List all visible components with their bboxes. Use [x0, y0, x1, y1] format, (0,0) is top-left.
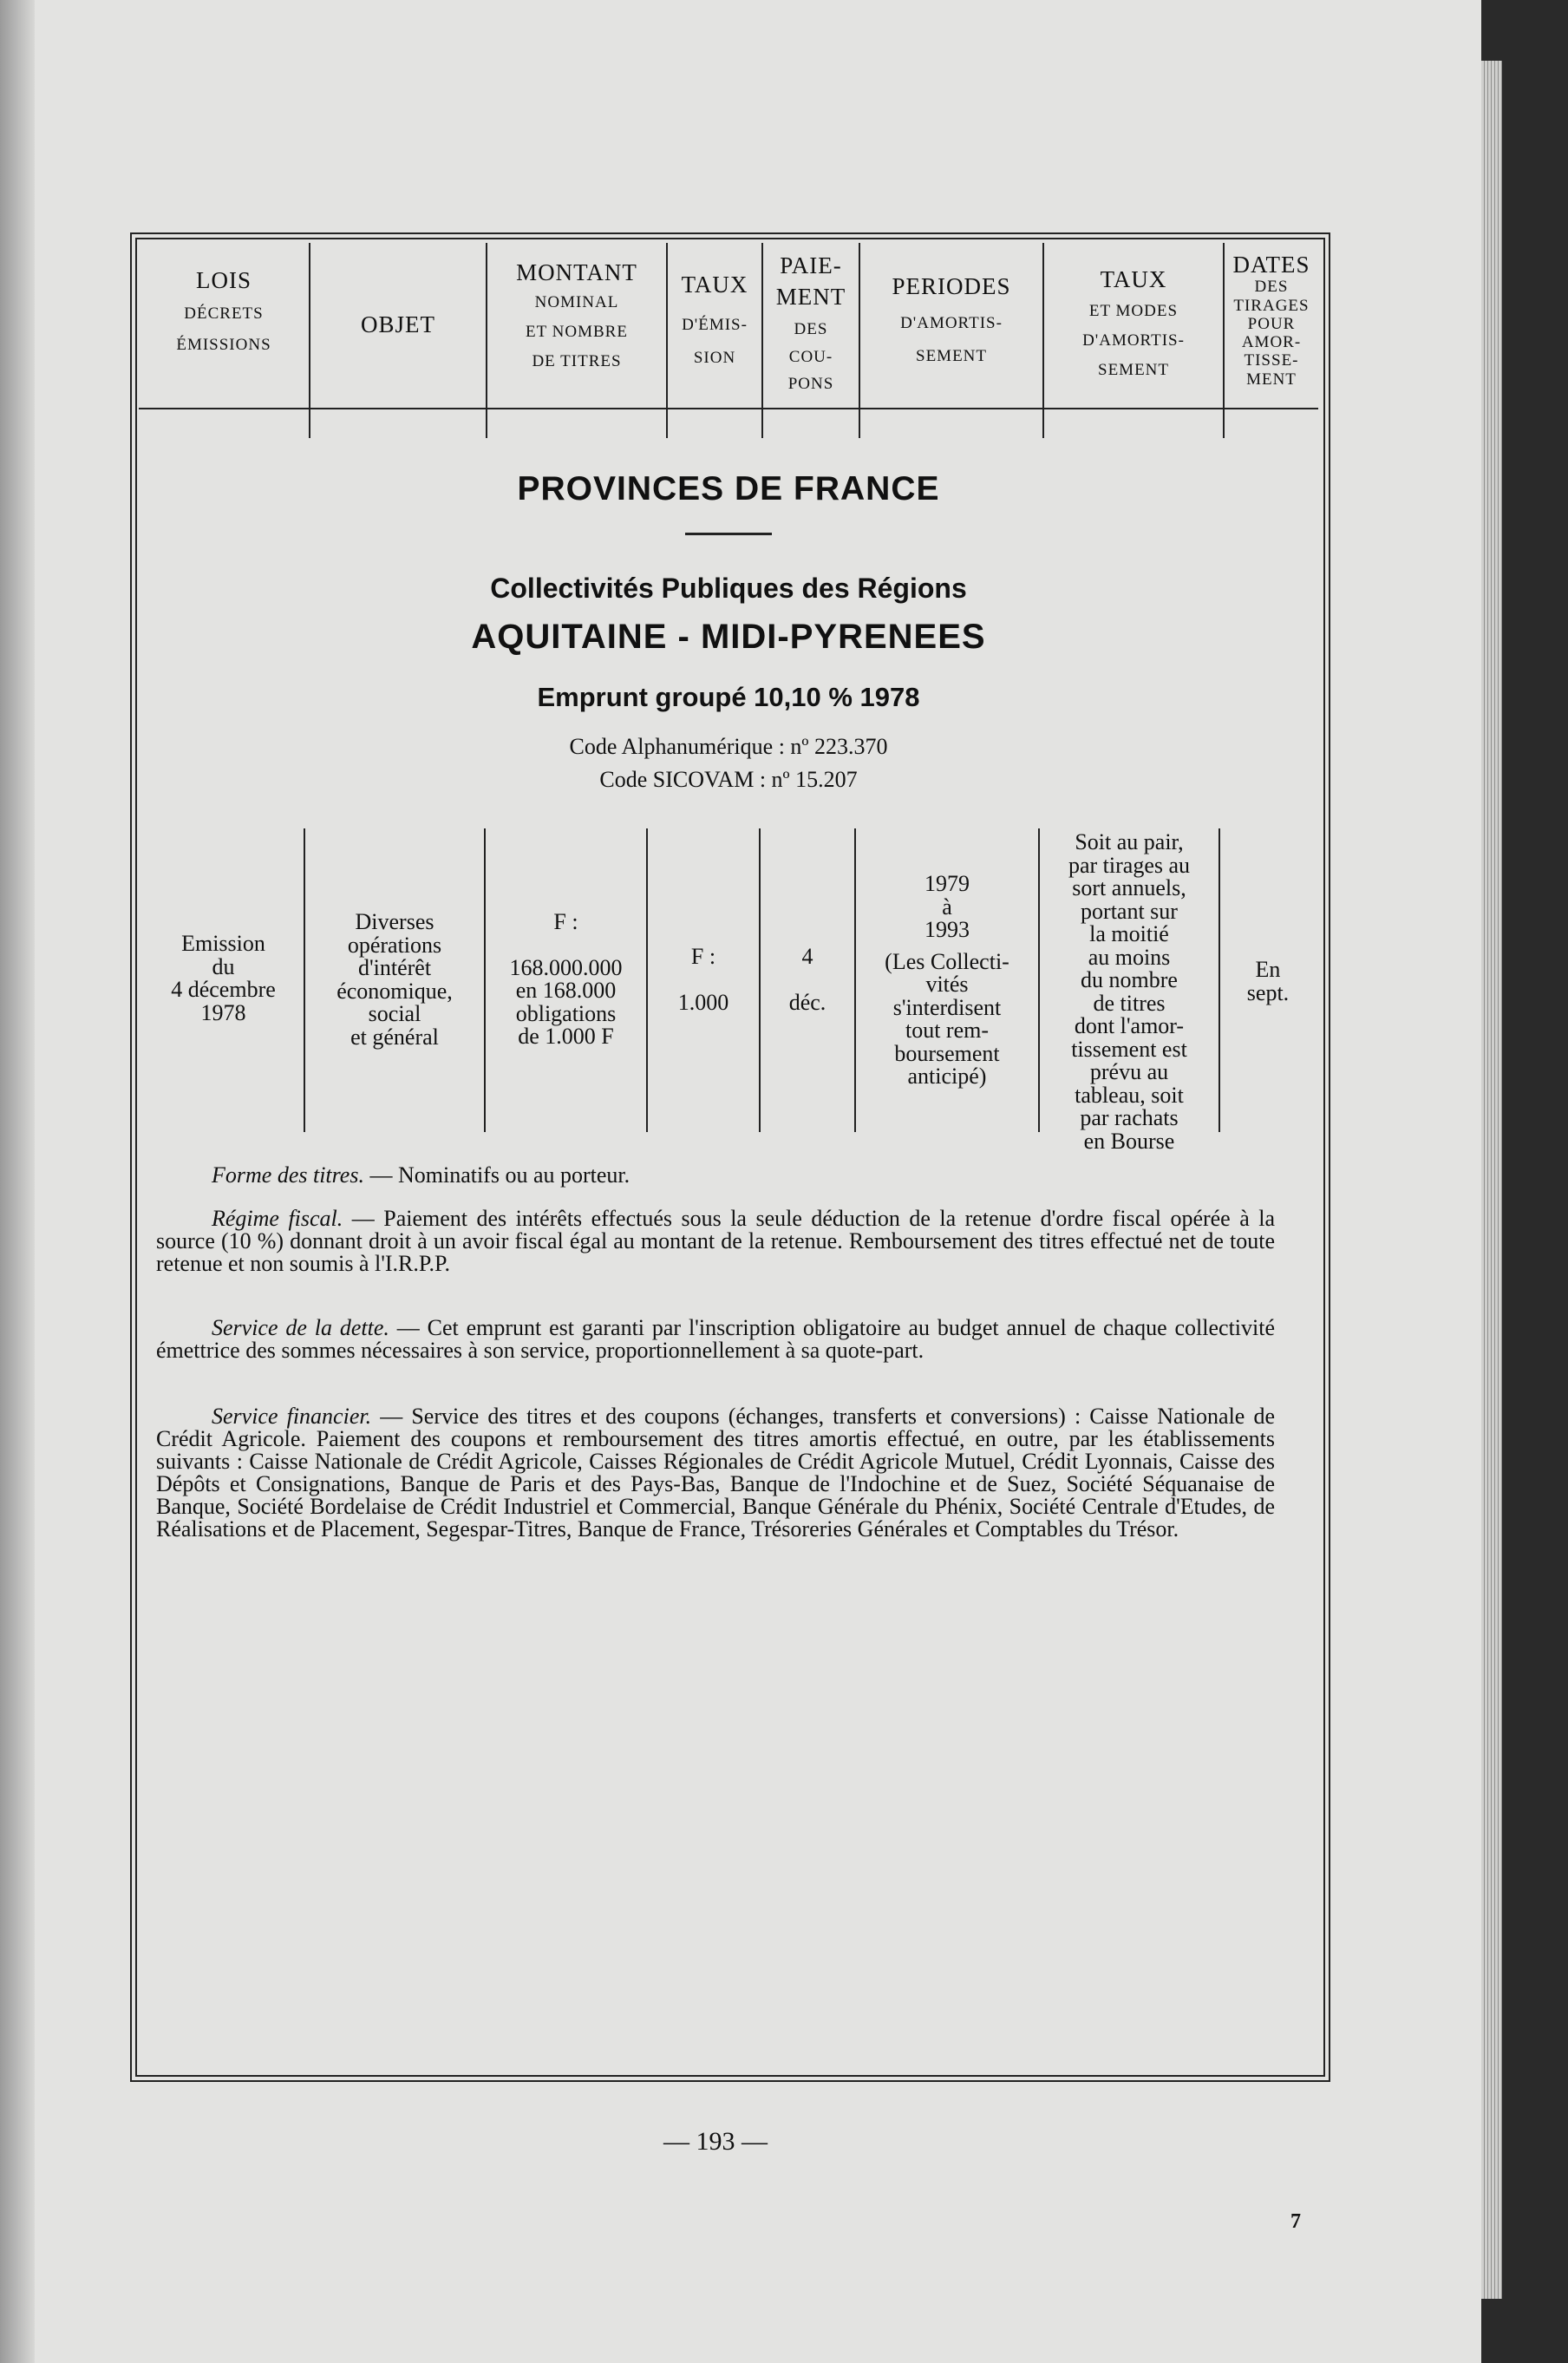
header-montant: MONTANT NOMINAL ET NOMBRE DE TITRES — [516, 259, 637, 370]
paragraph-forme-titres: Forme des titres. — Nominatifs ou au porteur. — [212, 1162, 630, 1188]
header-periodes: PERIODES D'AMORTIS- SEMENT — [892, 273, 1011, 366]
title-underline — [685, 533, 772, 535]
page-stack-edge — [1481, 61, 1502, 2299]
header-objet: OBJET — [361, 311, 435, 337]
title-collectivites: Collectivités Publiques des Régions — [490, 573, 967, 604]
signature-mark: 7 — [1290, 2210, 1301, 2233]
code-sicovam: Code SICOVAM : nº 15.207 — [599, 767, 858, 792]
page-number: — 193 — — [663, 2127, 768, 2156]
title-provinces: PROVINCES DE FRANCE — [517, 470, 940, 507]
cell-taux-emission: F : 1.000 — [677, 944, 729, 1015]
paragraph-service-financier: Service financier. — Service des titres et des coupons (échanges, transferts et conversions) : Caisse Nationale de Crédit Agricole. Paiement des coupons et remboursement des titres amortis effectué, en outre, par les établissements suivants : Caisse Nationale de Crédit Agricole, Caisses Régionales de Crédit Agricole Mutuel, Crédit Lyonnais, Caisse des Dépôts et Consignations, Banque de Paris et des Pays-Bas, Banque de l'Indochine et de Suez, Société Séquanaise de Banque, Société Bordelaise de Crédit Industriel et Commercial, Banque Générale du Phénix, Société Centrale d'Etudes, de Réalisations et de Placement, Segespar-Titres, Banque de France, Trésoreries Générales et Comptables du Trésor. — [156, 1404, 1275, 1542]
title-regions: AQUITAINE - MIDI-PYRENEES — [471, 618, 986, 656]
cell-montant: F : 168.000.000 en 168.000 obligations de 1.000 F — [509, 909, 623, 1050]
code-alphanumerique: Code Alphanumérique : nº 223.370 — [569, 734, 888, 759]
facing-page-edge — [0, 0, 35, 2363]
cell-lois: Emission du 4 décembre 1978 — [171, 931, 276, 1025]
cell-dates: En sept. — [1246, 957, 1290, 1005]
cell-taux-modes: Soit au pair, par tirages au sort annuels, portant sur la moitié au moins du nombre de titres dont l'amor- tissement est prévu au tableau, soit par rachats en Bourse — [1068, 829, 1191, 1154]
title-emprunt: Emprunt groupé 10,10 % 1978 — [537, 682, 920, 712]
cell-periodes: 1979 à 1993 (Les Collecti- vités s'interdisent tout rem- boursement anticipé) — [885, 871, 1009, 1090]
paragraph-regime-fiscal: Régime fiscal. — Paiement des intérêts effectués sous la seule déduction de la retenue d'ordre fiscal opérée à la source (10 %) donnant droit à un avoir fiscal égal au montant de la retenue. Remboursement des titres effectué net de toute retenue et non soumis à l'I.R.P.P. — [156, 1206, 1275, 1276]
header-dates: DATES DES TIRAGES POUR AMOR- TISSE- MENT — [1232, 252, 1310, 389]
header-taux-modes: TAUX ET MODES D'AMORTIS- SEMENT — [1082, 266, 1185, 379]
cell-objet: Diverses opérations d'intérêt économique, social et général — [336, 909, 453, 1050]
cell-paiement: 4 déc. — [788, 944, 826, 1015]
header-lois: LOIS DÉCRETS ÉMISSIONS — [176, 267, 271, 355]
header-taux-emission: TAUX D'ÉMIS- SION — [681, 272, 748, 368]
header-rule — [139, 408, 1318, 409]
table-frame — [130, 232, 1330, 2082]
paragraph-service-dette: Service de la dette. — Cet emprunt est garanti par l'inscription obligatoire au budget annuel de chaque collectivité émettrice des sommes nécessaires à son service, proportionnellement à sa quote-part. — [156, 1315, 1275, 1363]
header-paiement: PAIE- MENT DES COU- PONS — [775, 252, 846, 394]
